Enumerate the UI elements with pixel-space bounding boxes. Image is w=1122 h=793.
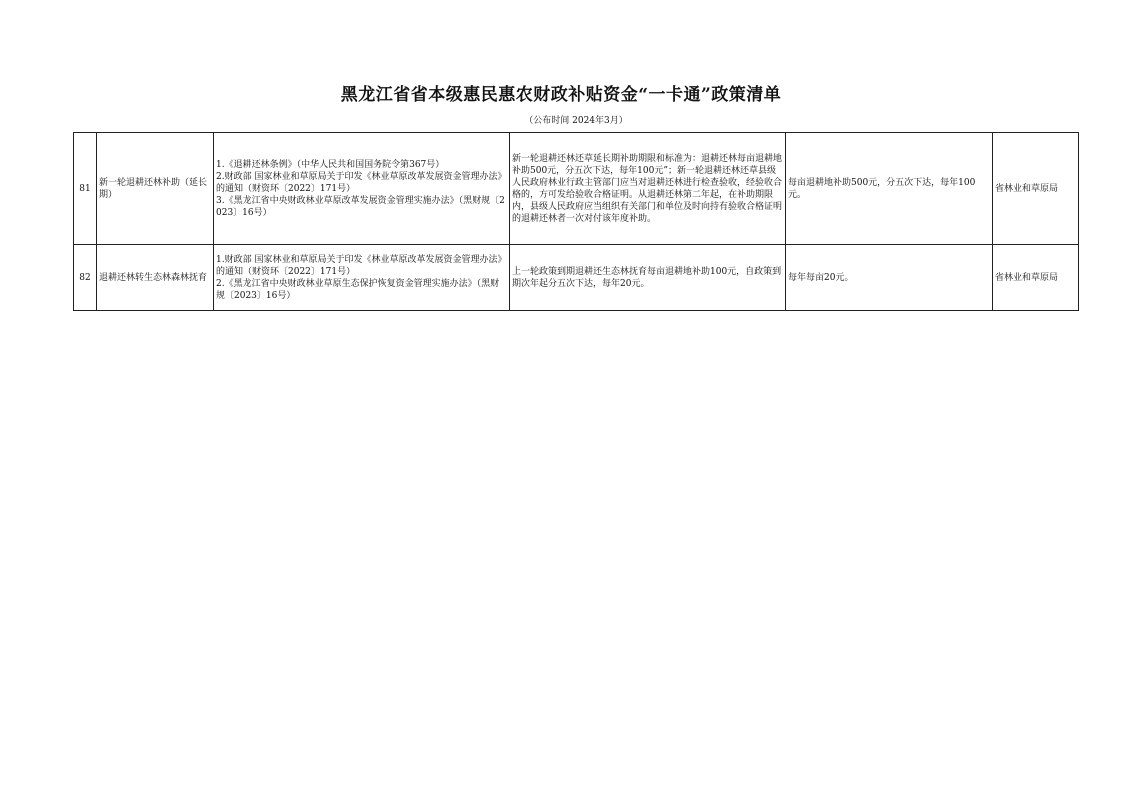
policy-table: [73, 132, 1079, 311]
policy-name: 新一轮退耕还林补助（延长期）: [97, 133, 214, 245]
table-row: [74, 133, 1079, 245]
subsidy-amount: 每亩退耕地补助500元，分五次下达，每年100元。: [786, 133, 993, 245]
basis-item: 1.财政部 国家林业和草原局关于印发《林业草原改革发展资金管理办法》的通知（财资环〔2022〕171号）: [216, 254, 507, 277]
page-title: 黑龙江省省本级惠民惠农财政补贴资金“一卡通”政策清单: [340, 85, 782, 105]
policy-basis: [214, 133, 510, 245]
policy-basis: [214, 245, 510, 311]
subsidy-standard: 新一轮退耕还林还草延长期补助期限和标准为：退耕还林每亩退耕地补助500元，分五次下达，每年100元”；新一轮退耕还林还草县级人民政府林业行政主管部门应当对退耕还林进行检查验收，经验收合格的，方可发给验收合格证明。从退耕还林第二年起，在补助期限内，县级人民政府应当组织有关部门和单位及时向持有验收合格证明的退耕还林者一次对付该年度补助。: [510, 133, 786, 245]
subsidy-amount: 每年每亩20元。: [786, 245, 993, 311]
basis-item: 1.《退耕还林条例》（中华人民共和国国务院令第367号）: [216, 159, 445, 170]
subsidy-standard: 上一轮政策到期退耕还生态林抚育每亩退耕地补助100元，自政策到期次年起分五次下达，每年20元。: [510, 245, 786, 311]
basis-item: 3.《黑龙江省中央财政林业草原改革发展资金管理实施办法》（黑财规〔2023〕16号）: [216, 195, 505, 218]
publish-date: （公布时间 2024年3月）: [524, 116, 628, 126]
row-number: 82: [74, 245, 97, 311]
basis-item: 2.财政部 国家林业和草原局关于印发《林业草原改革发展资金管理办法》的通知（财资环〔2022〕171号）: [216, 171, 507, 194]
responsible-dept: 省林业和草原局: [993, 245, 1079, 311]
row-number: 81: [74, 133, 97, 245]
responsible-dept: 省林业和草原局: [993, 133, 1079, 245]
policy-name: 退耕还林转生态林森林抚育: [97, 245, 214, 311]
table-row: [74, 245, 1079, 311]
basis-item: 2.《黑龙江省中央财政林业草原生态保护恢复资金管理实施办法》（黑财规〔2023〕16号）: [216, 278, 500, 301]
